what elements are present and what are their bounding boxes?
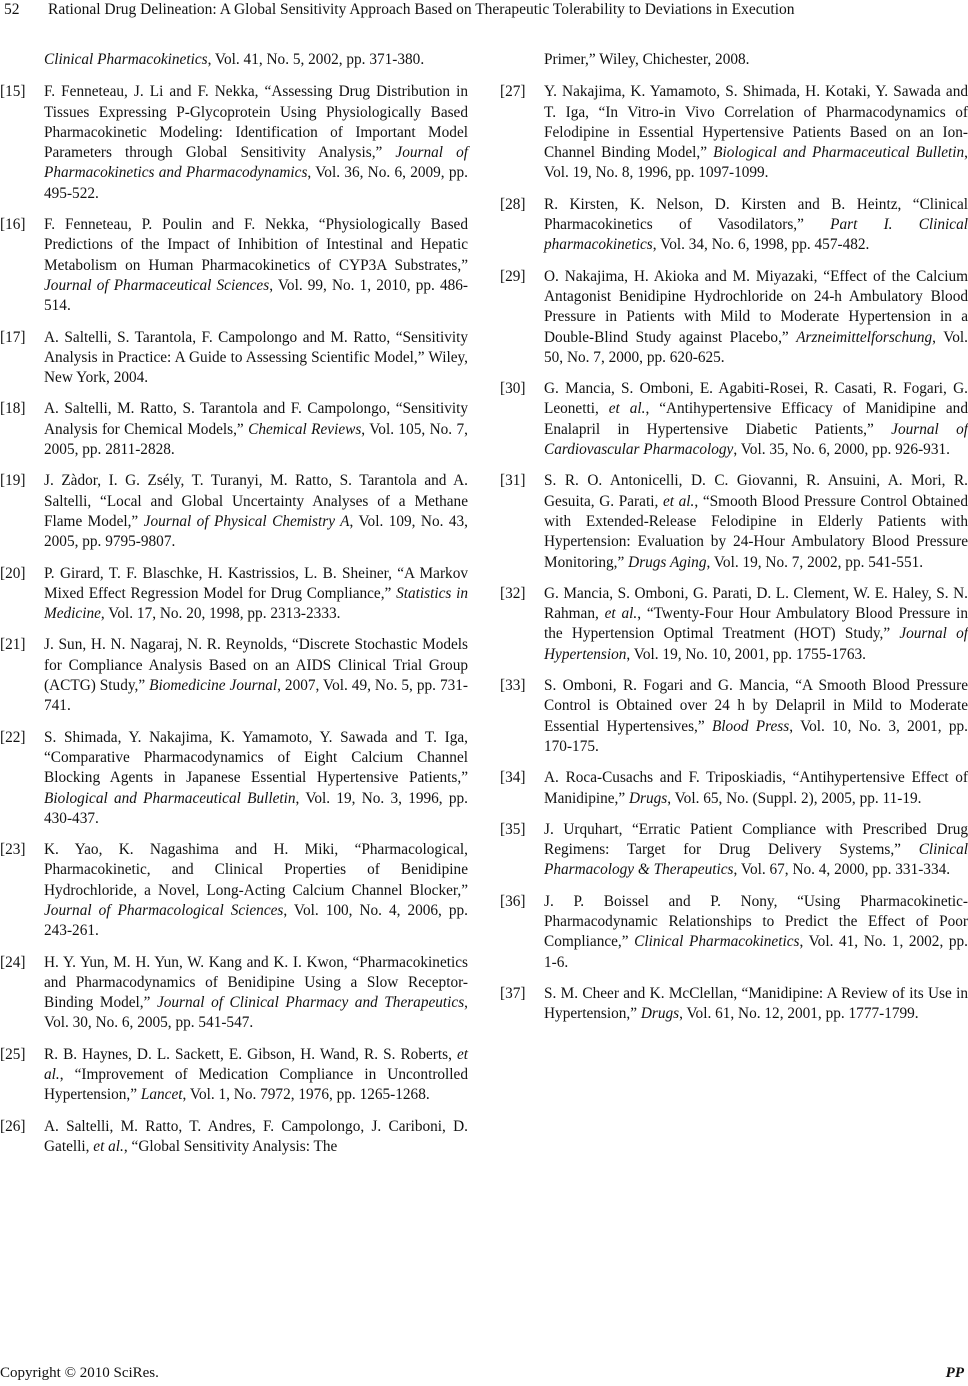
reference-text-segment: J. Sun, H. N. Nagaraj, N. R. Reynolds, “Discrete Stochastic Models for Compliance Analysis Based on an AIDS Clinical Trial Group (ACTG) Study,” [44, 636, 468, 695]
reference-text-segment: Chemical Reviews [248, 420, 362, 438]
reference-entry [0, 953, 468, 1034]
reference-text-segment: Clinical Pharmacology & Therapeutics [544, 841, 968, 879]
reference-text [544, 984, 968, 1025]
reference-number: [33] [500, 677, 526, 695]
reference-text-segment: , Vol. 19, No. 10, 2001, pp. 1755-1763. [626, 645, 866, 663]
reference-text-segment: , Vol. 100, No. 4, 2006, pp. 243-261. [44, 901, 469, 940]
reference-text [44, 564, 468, 625]
reference-text-segment: , Vol. 34, No. 6, 1998, pp. 457-482. [652, 236, 870, 254]
reference-text [544, 82, 968, 183]
reference-text-segment: R. Kirsten, K. Nelson, D. Kirsten and B. Heintz, “Clinical Pharmacokinetics of Vasodilators,” [544, 195, 968, 234]
reference-text [44, 1045, 468, 1106]
reference-text-segment: Biomedicine Journal [149, 677, 278, 695]
reference-entry [0, 215, 468, 316]
reference-text-segment: , Vol. 10, No. 3, 2001, pp. 170-175. [544, 717, 968, 755]
reference-entry [0, 564, 468, 625]
reference-number: [32] [500, 584, 526, 602]
reference-entry [0, 399, 468, 460]
reference-text-segment: Journal of Hypertension [544, 625, 968, 663]
reference-text-segment: J. Zàdor, I. G. Zsély, T. Turanyi, M. Ratto, S. Tarantola and A. Saltelli, “Local and Global Uncertainty Analyses of a Methane Flame Model,” [44, 472, 468, 530]
reference-number: [28] [500, 195, 526, 213]
reference-text-segment: , Vol. 1, No. 7972, 1976, pp. 1265-1268. [182, 1086, 430, 1104]
reference-text-segment: , Vol. 65, No. (Suppl. 2), 2005, pp. 11-19. [667, 789, 922, 807]
reference-text-segment: Drugs Aging [628, 553, 707, 571]
reference-number: [21] [0, 636, 26, 654]
reference-text [44, 635, 468, 716]
reference-text-segment: Journal of Pharmaceutical Sciences [44, 276, 270, 294]
reference-text-segment: Clinical Pharmacokinetics [634, 933, 800, 951]
reference-number: [27] [500, 83, 526, 101]
reference-entry [500, 768, 968, 809]
reference-entry [500, 892, 968, 973]
reference-number: [19] [0, 472, 26, 490]
reference-number: [24] [0, 953, 26, 971]
reference-number: [37] [500, 984, 526, 1002]
reference-text-segment: , Vol. 105, No. 7, 2005, pp. 2811-2828. [44, 420, 469, 459]
reference-text-segment: A. Saltelli, M. Ratto, T. Andres, F. Campolongo, J. Cariboni, D. Gatelli, [44, 1117, 468, 1155]
reference-text [44, 953, 468, 1034]
reference-text-segment: , “Smooth Blood Pressure Control Obtained with Extended-Release Felodipine in Elderly Patients with Hypertension: Evaluation by 24-Hour Ambulatory Blood Pressure Monitoring,” [544, 492, 968, 571]
reference-entry [500, 267, 968, 368]
reference-entry [0, 82, 468, 204]
reference-text-segment: et al. [662, 492, 695, 510]
reference-text-segment: F. Fenneteau, J. Li and F. Nekka, “Assessing Drug Distribution in Tissues Expressing P-Glycoprotein Using Physiologically Based Pharmacokinetic Modeling: Identification of Important Model Parameters through Global Sensitivity Analysis,” [44, 83, 468, 162]
reference-continuation [500, 50, 968, 70]
reference-text [44, 328, 468, 389]
reference-text-segment: Blood Press [711, 717, 790, 735]
reference-entry [500, 984, 968, 1025]
reference-text-segment: P. Girard, T. F. Blaschke, H. Kastrissios, L. B. Sheiner, “A Markov Mixed Effect Regression Model for Drug Compliance,” [44, 564, 468, 602]
reference-text-segment: Primer,” Wiley, Chichester, 2008. [544, 51, 750, 68]
reference-text-segment: G. Mancia, S. Omboni, E. Agabiti-Rosei, R. Casati, R. Fogari, G. Leonetti, [544, 380, 968, 418]
reference-text-segment: F. Fenneteau, P. Poulin and F. Nekka, “Physiologically Based Predictions of the Impact of Inhibition of Intestinal and Hepatic Metabolism on Human Pharmacokinetics of CYP3A Substrates,” [44, 216, 468, 274]
reference-entry [500, 82, 968, 183]
reference-text-segment: et al. [608, 400, 646, 418]
reference-text-segment: , “Improvement of Medication Compliance in Uncontrolled Hypertension,” [44, 1066, 468, 1104]
reference-text-segment: , Vol. 61, No. 12, 2001, pp. 1777-1799. [679, 1005, 919, 1023]
reference-text-segment: , Vol. 30, No. 6, 2005, pp. 541-547. [44, 994, 468, 1032]
reference-entry [500, 820, 968, 881]
reference-entry [0, 840, 468, 941]
reference-text-segment: J. P. Boissel and P. Nony, “Using Pharmacokinetic-Pharmacodynamic Relationships to Predict the Effect of Poor Compliance,” [544, 892, 968, 951]
reference-entry [500, 195, 968, 256]
journal-abbreviation: PP [945, 1365, 964, 1381]
reference-entry [0, 728, 468, 829]
reference-text-segment: , Vol. 99, No. 1, 2010, pp. 486-514. [44, 276, 468, 315]
reference-text [544, 379, 968, 460]
reference-number: [30] [500, 380, 526, 398]
reference-text [544, 267, 968, 368]
reference-text [44, 215, 468, 316]
reference-text-segment: et al. [604, 605, 638, 623]
reference-entry [0, 1117, 468, 1158]
reference-text-segment: Biological and Pharmaceutical Bulletin [713, 144, 965, 162]
reference-text-segment: et al. [44, 1045, 468, 1084]
reference-text-segment: , “Antihypertensive Efficacy of Manidipine and Enalapril in Hypertensive Diabetic Patients,” [544, 400, 968, 438]
left-column [0, 50, 468, 1168]
reference-text-segment: , 2007, Vol. 49, No. 5, pp. 731-741. [44, 677, 468, 715]
reference-number: [23] [0, 841, 26, 859]
reference-number: [17] [0, 328, 26, 346]
reference-entry [500, 676, 968, 757]
reference-text-segment: A. Saltelli, S. Tarantola, F. Campolongo and M. Ratto, “Sensitivity Analysis in Practice: A Guide to Assessing Scientific Model,” Wiley, New York, 2004. [44, 328, 468, 387]
reference-text [44, 840, 468, 941]
reference-text-segment: S. M. Cheer and K. McClellan, “Manidipine: A Review of its Use in Hypertension,” [544, 984, 968, 1023]
reference-entry [0, 635, 468, 716]
reference-text-segment: , Vol. 19, No. 8, 1996, pp. 1097-1099. [544, 144, 968, 182]
reference-text-segment: O. Nakajima, H. Akioka and M. Miyazaki, “Effect of the Calcium Antagonist Benidipine Hydrochloride on 24-h Ambulatory Blood Pressure in Patients with Mild to Moderate Hypertension in a Double-Blind Study against Placebo,” [544, 267, 968, 346]
reference-text-segment: Journal of Cardiovascular Pharmacology [544, 420, 968, 459]
reference-text-segment: Drugs [640, 1005, 680, 1023]
copyright-notice: Copyright © 2010 SciRes. [0, 1365, 159, 1381]
reference-text-segment: Part I. Clinical pharmacokinetics [544, 216, 968, 254]
reference-text-segment: , Vol. 50, No. 7, 2000, pp. 620-625. [544, 328, 968, 366]
reference-number: [31] [500, 472, 526, 490]
reference-number: [36] [500, 892, 526, 910]
reference-entry [500, 471, 968, 572]
reference-text-segment: , Vol. 17, No. 20, 1998, pp. 2313-2333. [100, 605, 341, 623]
reference-number: [15] [0, 83, 26, 101]
reference-text-segment: , Vol. 41, No. 1, 2002, pp. 1-6. [544, 933, 968, 971]
reference-text [544, 892, 968, 973]
reference-text-segment: Arzneimittelforschung [796, 328, 933, 346]
reference-text-segment: , Vol. 67, No. 4, 2000, pp. 331-334. [733, 861, 951, 879]
reference-number: [25] [0, 1045, 26, 1063]
reference-text-segment: Statistics in Medicine [44, 584, 468, 623]
reference-text-segment: J. Urquhart, “Erratic Patient Compliance with Prescribed Drug Regimens: Target for Drug Delivery Systems,” [544, 820, 968, 859]
reference-entry [500, 584, 968, 665]
reference-text-segment: , Vol. 36, No. 6, 2009, pp. 495-522. [44, 164, 468, 202]
reference-entry [500, 379, 968, 460]
reference-text-segment: , Vol. 109, No. 43, 2005, pp. 9795-9807. [44, 512, 468, 551]
reference-text-segment: H. Y. Yun, M. H. Yun, W. Kang and K. I. Kwon, “Pharmacokinetics and Pharmacodynamics of Benidipine Using a Slow Receptor-Binding Model,” [44, 953, 468, 1012]
reference-number: [20] [0, 564, 26, 582]
reference-text-segment: K. Yao, K. Nagashima and H. Miki, “Pharmacological, Pharmacokinetic, and Clinical Properties of Benidipine Hydrochloride, a Novel, Long-Acting Calcium Channel Blocker,” [44, 841, 468, 899]
reference-continuation [0, 50, 468, 70]
reference-text-segment: Clinical Pharmacokinetics [44, 51, 208, 68]
reference-text [544, 584, 968, 665]
reference-text-segment: S. Omboni, R. Fogari and G. Mancia, “A Smooth Blood Pressure Control is Obtained over 24 h by Delapril in Mild to Moderate Essential Hypertensives,” [544, 677, 968, 735]
page-number: 52 [4, 1, 20, 18]
reference-text-segment: S. R. O. Antonicelli, D. C. Giovanni, R. Ansuini, A. Mori, R. Gesuita, G. Parati, [544, 472, 968, 510]
reference-text-segment: Journal of Clinical Pharmacy and Therapeutics [156, 994, 465, 1012]
reference-text [44, 1117, 468, 1158]
reference-entry [0, 328, 468, 389]
reference-entry [0, 1045, 468, 1106]
reference-text [544, 471, 968, 572]
reference-text-segment: et al. [93, 1137, 124, 1155]
right-column [500, 50, 968, 1035]
reference-text [44, 471, 468, 552]
reference-text-segment: Y. Nakajima, K. Yamamoto, S. Shimada, H. Kotaki, Y. Sawada and T. Iga, “In Vitro-in Vivo Correlation of Pharmacodynamics of Felodipine in Essential Hypertensive Patients Based on an Ion-Channel Binding Model,” [544, 83, 968, 162]
reference-entry [0, 471, 468, 552]
reference-text-segment: Journal of Pharmacokinetics and Pharmacodynamics [44, 144, 468, 182]
reference-text-segment: , Vol. 35, No. 6, 2000, pp. 926-931. [733, 441, 950, 459]
running-title: Rational Drug Delineation: A Global Sensitivity Approach Based on Therapeutic Tolerability to Deviations in Execution [48, 1, 795, 18]
reference-number: [16] [0, 216, 26, 234]
reference-text [44, 82, 468, 204]
reference-text-segment: Drugs [628, 789, 668, 807]
reference-text-segment: Journal of Pharmacological Sciences [44, 901, 284, 919]
reference-text-segment: Lancet [140, 1086, 183, 1104]
reference-text [44, 399, 468, 460]
reference-number: [18] [0, 400, 26, 418]
reference-text [544, 676, 968, 757]
reference-text-segment: S. Shimada, Y. Nakajima, K. Yamamoto, Y. Sawada and T. Iga, “Comparative Pharmacodynamics of Eight Calcium Channel Blocking Agents in Japanese Essential Hypertensive Patients,” [44, 728, 468, 787]
reference-number: [29] [500, 267, 526, 285]
reference-text [44, 728, 468, 829]
reference-number: [26] [0, 1117, 26, 1135]
reference-text [544, 195, 968, 256]
reference-number: [34] [500, 769, 526, 787]
reference-text-segment: , “Global Sensitivity Analysis: The [123, 1137, 338, 1155]
reference-text-segment: A. Saltelli, M. Ratto, S. Tarantola and F. Campolongo, “Sensitivity Analysis for Chemical Models,” [44, 400, 468, 438]
reference-text-segment: G. Mancia, S. Omboni, G. Parati, D. L. Clement, W. E. Haley, S. N. Rahman, [544, 584, 968, 623]
reference-text-segment: R. B. Haynes, D. L. Sackett, E. Gibson, H. Wand, R. S. Roberts, [44, 1045, 457, 1063]
reference-number: [22] [0, 728, 26, 746]
reference-text-segment: Biological and Pharmaceutical Bulletin [44, 789, 296, 807]
reference-text-segment: , Vol. 19, No. 7, 2002, pp. 541-551. [706, 553, 924, 571]
reference-text [544, 820, 968, 881]
reference-text-segment: Journal of Physical Chemistry A [143, 512, 350, 530]
reference-text-segment: , Vol. 41, No. 5, 2002, pp. 371-380. [207, 51, 425, 68]
reference-text-segment: , “Twenty-Four Hour Ambulatory Blood Pressure in the Hypertension Optimal Treatment (HOT) Study,” [544, 605, 968, 643]
page-header [0, 0, 968, 22]
reference-text [544, 768, 968, 809]
reference-text-segment: , Vol. 19, No. 3, 1996, pp. 430-437. [44, 789, 469, 827]
reference-number: [35] [500, 820, 526, 838]
reference-text-segment: A. Roca-Cusachs and F. Triposkiadis, “Antihypertensive Effect of Manidipine,” [544, 769, 968, 807]
